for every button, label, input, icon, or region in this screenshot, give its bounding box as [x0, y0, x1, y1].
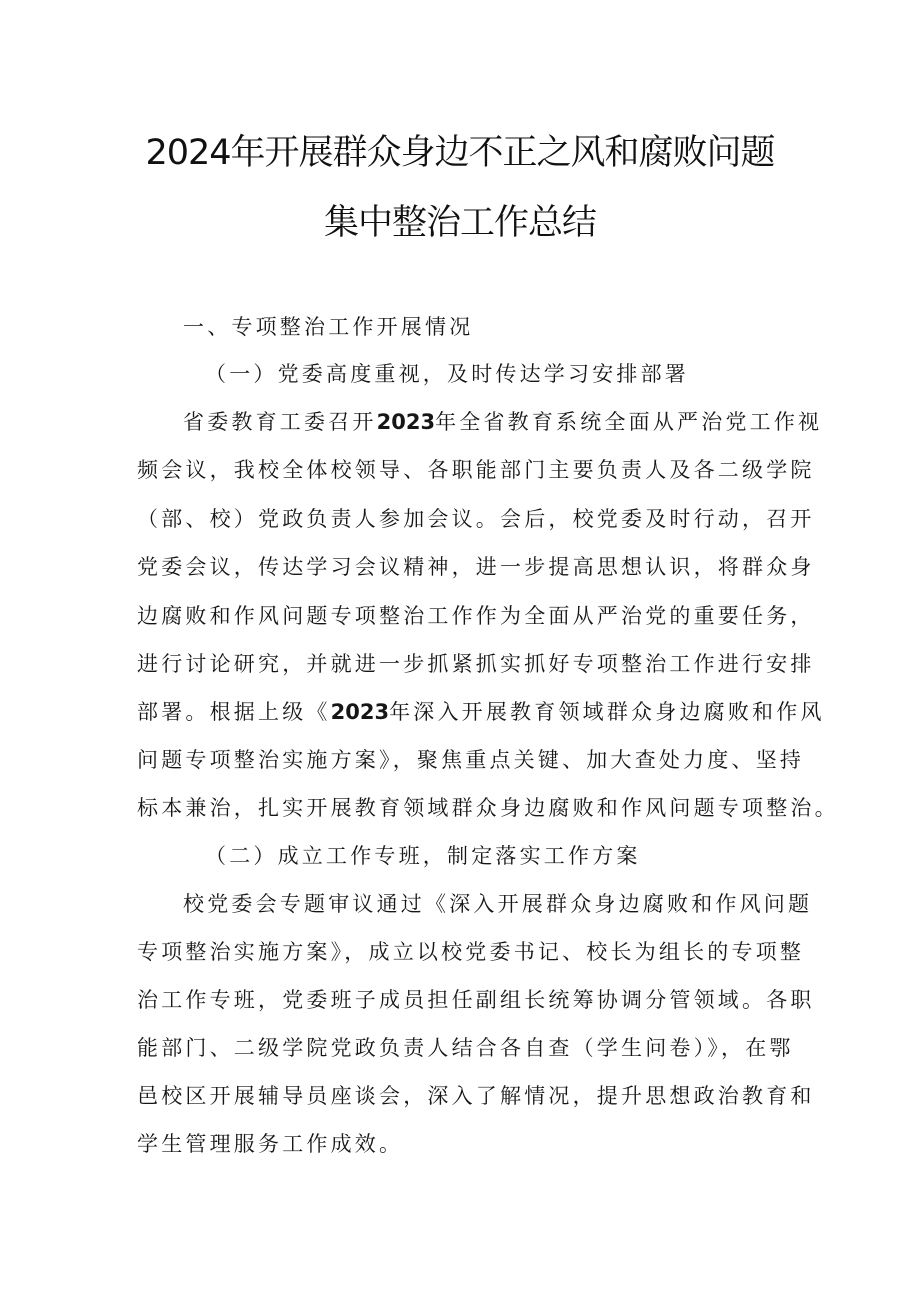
paragraph-1-line-8: 问题专项整治实施方案》，聚焦重点关键、加大查处力度、坚持	[137, 748, 805, 772]
paragraph-1-line-1	[183, 407, 843, 437]
paragraph-2-line-6: 学生管理服务工作成效。	[137, 1132, 404, 1156]
paragraph-1-line-6: 进行讨论研究，并就进一步抓紧抓实抓好专项整治工作进行安排	[137, 652, 815, 676]
paragraph-2-line-1: 校党委会专题审议通过《深入开展群众身边腐败和作风问题	[183, 892, 813, 916]
paragraph-1-line-5: 边腐败和作风问题专项整治工作作为全面从严治党的重要任务，	[137, 604, 815, 628]
paragraph-1-line-4: 党委会议，传达学习会议精神，进一步提高思想认识，将群众身	[137, 555, 815, 579]
paragraph-1-line-7	[137, 697, 825, 727]
year-number: 2023	[330, 700, 390, 724]
paragraph-1-line-2: 频会议，我校全体校领导、各职能部门主要负责人及各二级学院	[137, 458, 815, 482]
paragraph-2-line-5: 邑校区开展辅导员座谈会，深入了解情况，提升思想政治教育和	[137, 1084, 815, 1108]
document-title-line-2: 集中整治工作总结	[323, 203, 596, 243]
paragraph-text: 省委教育工委召开	[183, 410, 377, 434]
subsection-heading-1: （一）党委高度重视，及时传达学习安排部署	[205, 362, 689, 386]
paragraph-text: 年全省教育系统全面从严治党工作视	[435, 410, 823, 434]
paragraph-1-line-3: （部、校）党政负责人参加会议。会后，校党委及时行动，召开	[137, 507, 815, 531]
paragraph-2-line-3: 治工作专班，党委班子成员担任副组长统筹协调分管领域。各职	[137, 988, 815, 1012]
paragraph-2-line-2: 专项整治实施方案》，成立以校党委书记、校长为组长的专项整	[137, 940, 805, 964]
paragraph-1-line-9: 标本兼治，扎实开展教育领域群众身边腐败和作风问题专项整治。	[137, 796, 839, 820]
paragraph-2-line-4: 能部门、二级学院党政负责人结合各自查（学生问卷）》，在鄂	[137, 1036, 794, 1060]
document-title-line-1: 2024年开展群众身边不正之风和腐败问题	[145, 133, 775, 173]
year-number: 2023	[376, 410, 436, 434]
paragraph-text: 年深入开展教育领域群众身边腐败和作风	[389, 700, 825, 724]
subsection-heading-2: （二）成立工作专班，制定落实工作方案	[205, 844, 641, 868]
paragraph-text: 部署。根据上级《	[137, 700, 331, 724]
section-heading: 一、专项整治工作开展情况	[183, 315, 474, 339]
